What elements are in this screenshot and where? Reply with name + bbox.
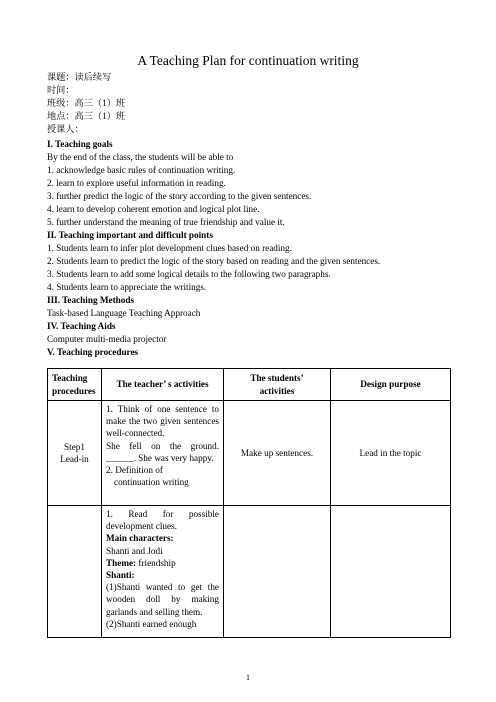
point-item: 1. Students learn to infer plot development clues based on reading.	[47, 243, 292, 253]
step-cell	[48, 401, 102, 506]
page-number: 1	[246, 673, 250, 682]
activity-label: Theme:	[106, 557, 137, 568]
activity-text: 2. Definition of	[106, 465, 163, 476]
point-item: 2. Students learn to predict the logic of the story based on reading and the given sentences.	[47, 256, 381, 266]
table-row	[48, 506, 451, 638]
activity-text: Shanti and Jodi	[106, 545, 163, 556]
header-time: 时间：	[47, 85, 75, 95]
header-students-line1: The students’	[250, 373, 304, 384]
header-student-activities	[224, 369, 331, 401]
points-heading: II. Teaching important and difficult points	[47, 230, 213, 240]
activity-label: Main characters:	[106, 533, 174, 544]
table-row	[48, 401, 451, 506]
methods-heading: III. Teaching Methods	[47, 295, 135, 305]
step-name: Lead-in	[60, 454, 89, 464]
design-purpose-cell: Lead in the topic	[331, 401, 451, 506]
goal-item: 1. acknowledge basic rules of continuation writing.	[47, 165, 236, 175]
header-procedures-line2: procedures	[52, 385, 96, 396]
activity-label: Shanti:	[106, 570, 135, 581]
student-activities-cell	[224, 506, 331, 638]
activity-text: 1. Think of one sentence to make the two given sentences well-connected.	[106, 404, 219, 439]
design-purpose-cell	[331, 506, 451, 638]
activity-text: (2)Shanti earned enough	[106, 618, 197, 629]
activity-text: (1)Shanti wanted to get the wooden doll by making garlands and selling them.	[106, 582, 219, 617]
activity-text: continuation writing	[114, 477, 189, 488]
goal-item: 3. further predict the logic of the story according to the given sentences.	[47, 191, 312, 201]
point-item: 3. Students learn to add some logical details to the following two paragraphs.	[47, 269, 331, 279]
header-students-line2: activities	[259, 385, 295, 396]
methods-text: Task-based Language Teaching Approach	[47, 308, 201, 318]
header-procedures-line1: Teaching	[52, 373, 88, 384]
header-class: 班级：高三（1）班	[47, 98, 126, 108]
document-title: A Teaching Plan for continuation writing	[137, 53, 359, 68]
header-design-purpose: Design purpose	[331, 369, 451, 401]
aids-text: Computer multi-media projector	[47, 334, 167, 344]
activity-text	[106, 557, 219, 569]
header-place: 地点：高三（1）班	[47, 111, 126, 121]
header-teacher-activities: The teacher’ s activities	[102, 369, 224, 401]
goals-heading: I. Teaching goals	[47, 139, 113, 149]
activity-text: She fell on the ground. ______. She was very happy.	[106, 440, 219, 463]
teacher-activities-cell	[102, 401, 224, 506]
teacher-activities-cell	[102, 506, 224, 638]
activity-value: friendship	[136, 557, 176, 568]
table-header-row	[48, 369, 451, 401]
activity-text: 1. Read for possible development clues.	[106, 509, 219, 532]
goal-item: 5. further understand the meaning of true friendship and value it.	[47, 217, 285, 227]
step-cell	[48, 506, 102, 638]
procedures-heading: V. Teaching procedures	[47, 347, 139, 357]
student-activities-cell: Make up sentences.	[224, 401, 331, 506]
goal-item: 2. learn to explore useful information in reading.	[47, 178, 226, 188]
aids-heading: IV. Teaching Aids	[47, 321, 116, 331]
header-topic: 课题：读后续写	[47, 72, 112, 82]
goals-intro: By the end of the class, the students will be able to	[47, 152, 234, 162]
header-teacher: 授课人：	[47, 124, 84, 134]
point-item: 4. Students learn to appreciate the writings.	[47, 282, 207, 292]
header-procedures	[48, 369, 102, 401]
step-number: Step1	[64, 441, 85, 452]
procedures-table	[47, 368, 451, 638]
goal-item: 4. learn to develop coherent emotion and logical plot line.	[47, 204, 260, 214]
